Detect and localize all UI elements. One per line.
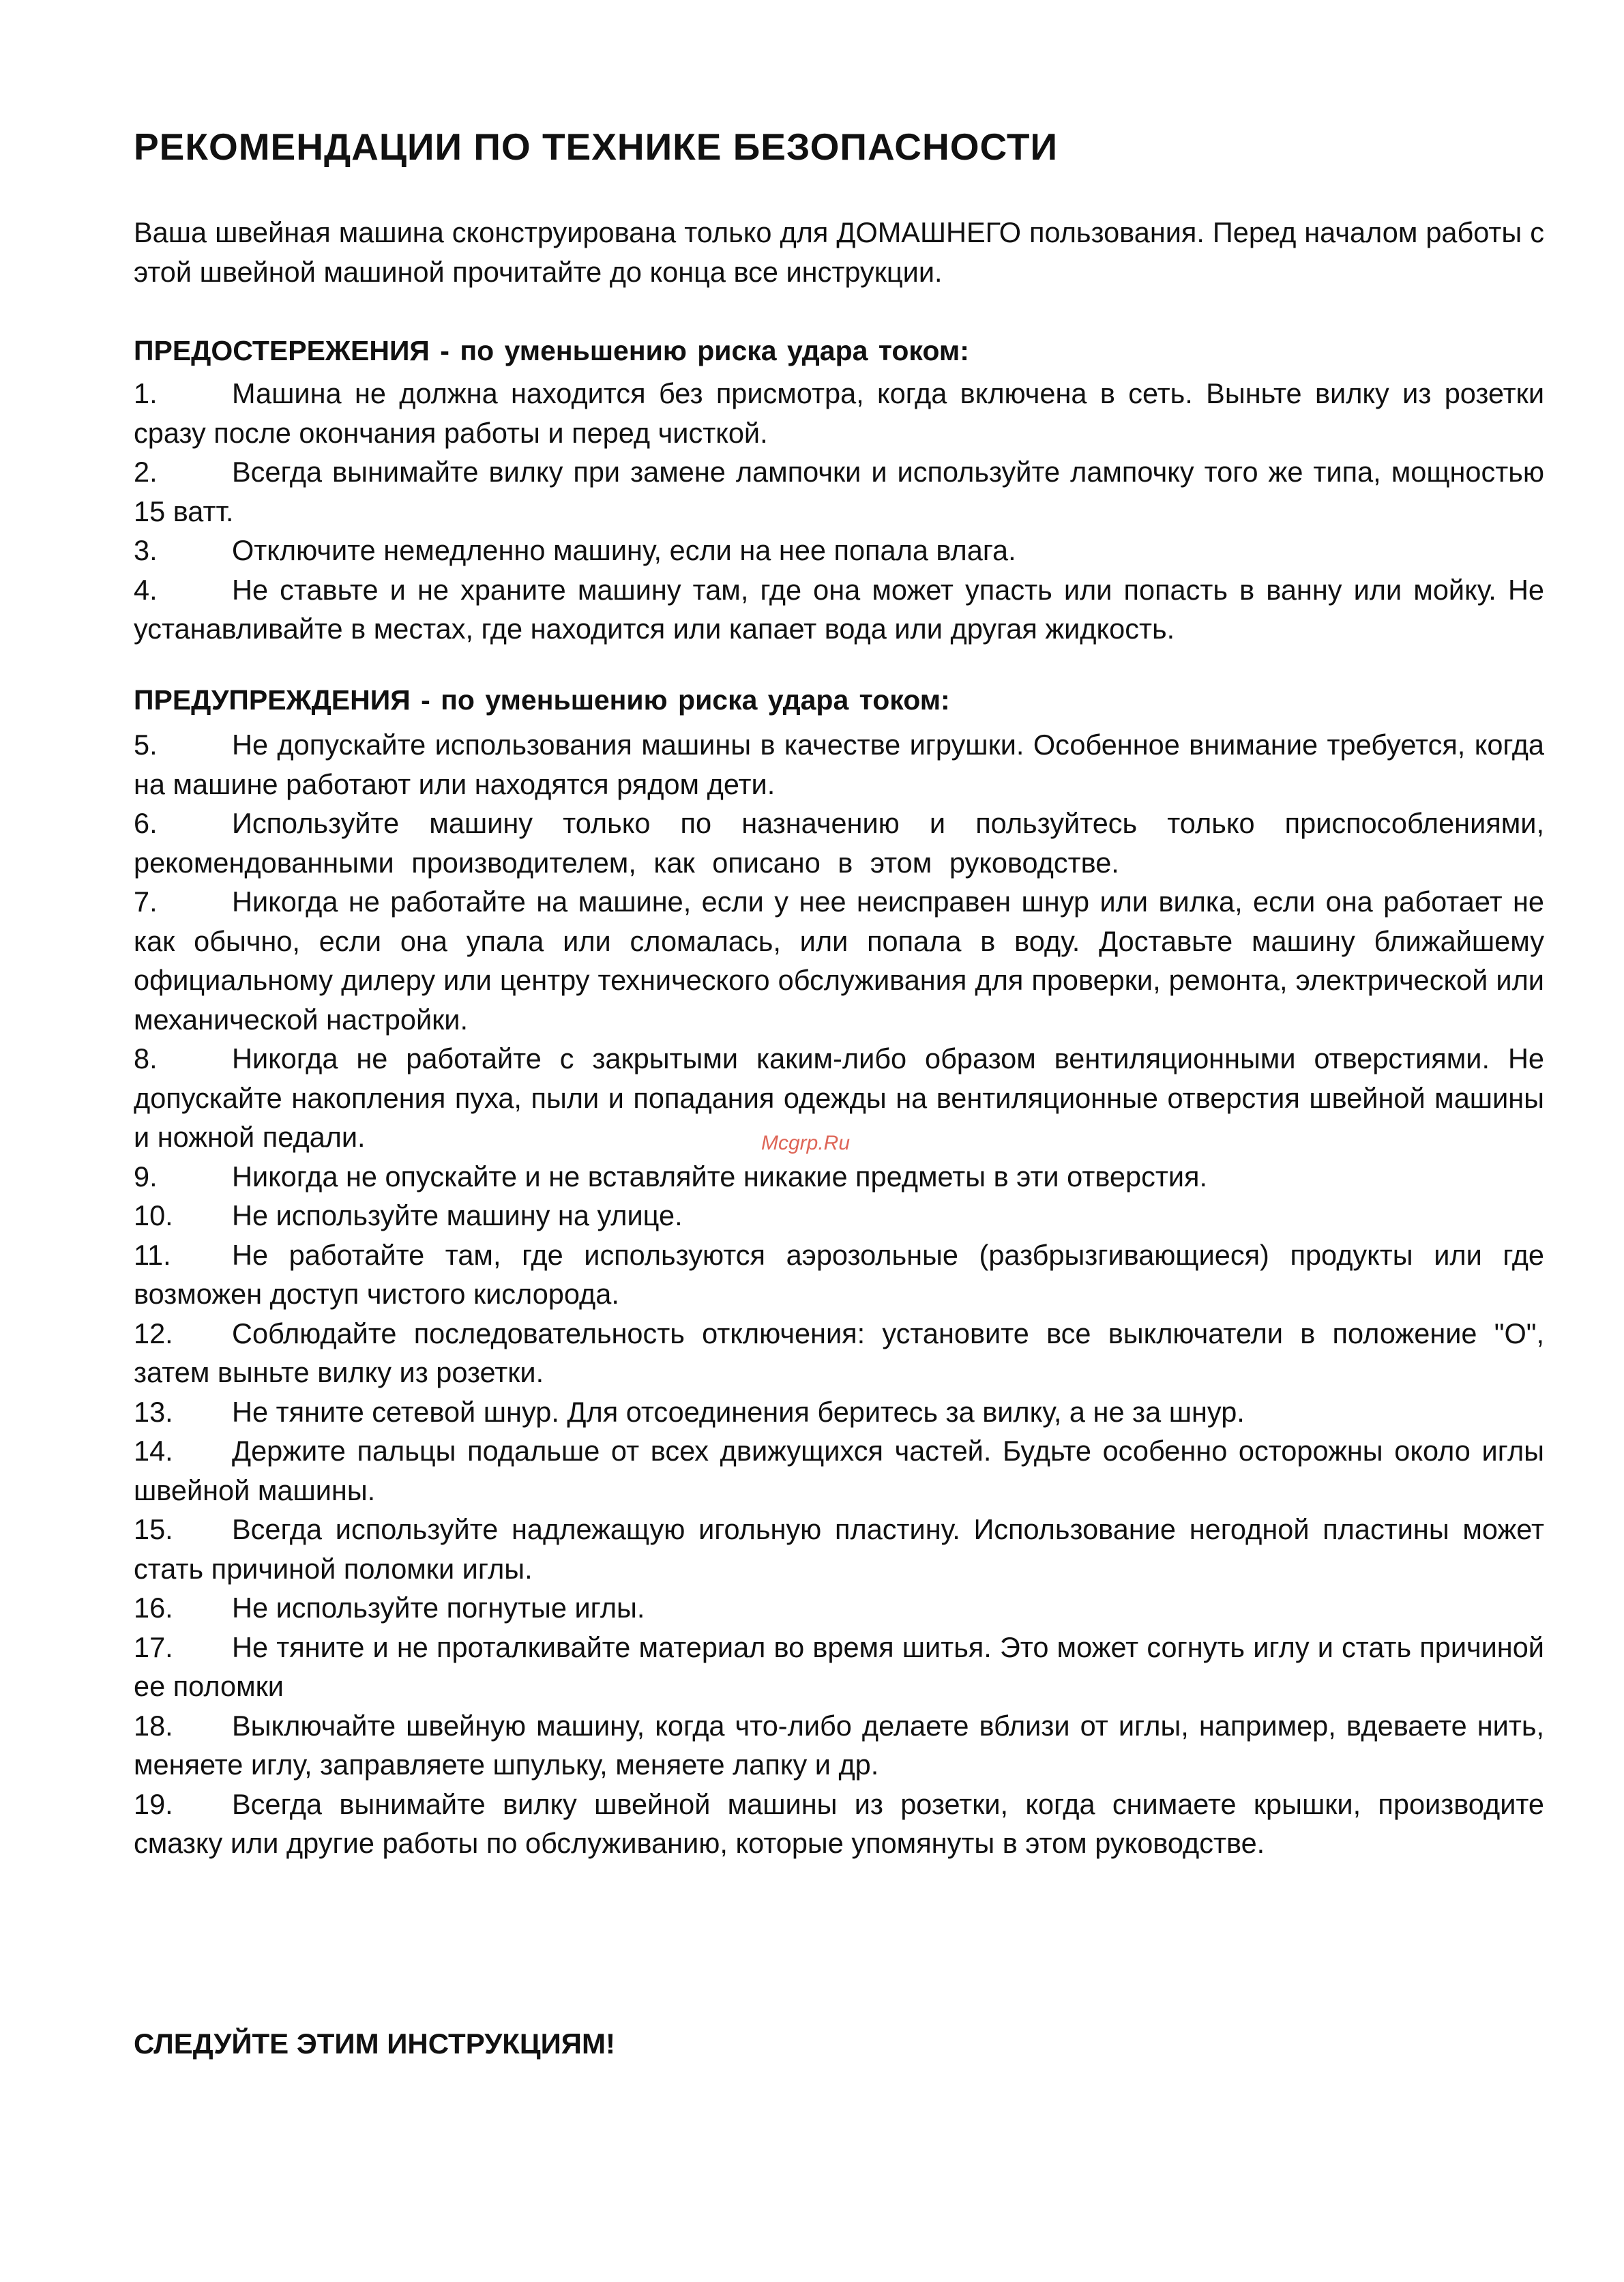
list-item <box>134 882 1544 1039</box>
list-item <box>134 1196 1544 1235</box>
item-number: 3. <box>134 534 158 566</box>
item-text: Машина не должна находится без присмотра, когда включена в сеть. Выньте вилку из розетки сразу после окончания работы и перед чисткой. <box>134 377 1544 449</box>
list-item <box>134 1706 1544 1785</box>
list-item <box>134 804 1544 882</box>
item-text: Всегда используйте надлежащую игольную пластину. Использование негодной пластины может стать причиной поломки иглы. <box>134 1513 1544 1585</box>
item-text: Не тяните и не проталкивайте материал во время шитья. Это может согнуть иглу и стать причиной ее поломки <box>134 1630 1544 1702</box>
watermark: Mcgrp.Ru <box>761 1132 851 1154</box>
list-item <box>134 570 1544 649</box>
item-text: Используйте машину только по назначению и пользуйтесь только приспособлениями, рекомендованными производителем, как описано в этом руководстве. <box>134 807 1544 879</box>
item-number: 4. <box>134 573 158 606</box>
list-item <box>134 725 1544 804</box>
item-text: Не тяните сетевой шнур. Для отсоединения беритесь за вилку, а не за шнур. <box>232 1395 1245 1428</box>
list-item <box>134 1628 1544 1706</box>
item-number: 13. <box>134 1395 173 1428</box>
intro-paragraph: Ваша швейная машина сконструирована только для ДОМАШНЕГО пользования. Перед началом работы с этой швейной машиной прочитайте до конца все инструкции. <box>134 216 1544 288</box>
item-number: 15. <box>134 1513 173 1545</box>
precautions-list <box>134 374 1544 649</box>
item-number: 19. <box>134 1787 173 1820</box>
item-text: Держите пальцы подальше от всех движущихся частей. Будьте особенно осторожны около иглы швейной машины. <box>134 1435 1544 1506</box>
page-title: РЕКОМЕНДАЦИИ ПО ТЕХНИКЕ БЕЗОПАСНОСТИ <box>134 126 1059 168</box>
list-item <box>134 1588 1544 1628</box>
item-number: 10. <box>134 1199 173 1231</box>
item-text: Никогда не опускайте и не вставляйте никакие предметы в эти отверстия. <box>232 1160 1208 1193</box>
list-item <box>134 1431 1544 1510</box>
item-text: Никогда не работайте с закрытыми каким-либо образом вентиляционными отверстиями. Не допускайте накопления пуха, пыли и попадания одежды на вентиляционные отверстия швейной машины и ножной педали. <box>134 1042 1544 1153</box>
list-item <box>134 1510 1544 1588</box>
item-text: Выключайте швейную машину, когда что-либо делаете вблизи от иглы, например, вдеваете нить, меняете иглу, заправляете шпульку, меняете лапку и др. <box>134 1709 1544 1781</box>
list-item <box>134 1314 1544 1392</box>
list-item <box>134 1785 1544 1863</box>
list-item <box>134 531 1544 570</box>
item-text: Не ставьте и не храните машину там, где она может упасть или попасть в ванну или мойку. Не устанавливайте в местах, где находится или капает вода или другая жидкость. <box>134 573 1544 645</box>
item-number: 14. <box>134 1435 173 1467</box>
warnings-list <box>134 725 1544 1863</box>
item-number: 9. <box>134 1160 158 1193</box>
footer-callout: СЛЕДУЙТЕ ЭТИМ ИНСТРУКЦИЯМ! <box>134 2028 615 2060</box>
list-item <box>134 1157 1544 1197</box>
item-text: Соблюдайте последовательность отключения: установите все выключатели в положение "О", затем выньте вилку из розетки. <box>134 1317 1544 1388</box>
item-number: 16. <box>134 1592 173 1624</box>
item-number: 17. <box>134 1630 173 1663</box>
item-text: Не используйте погнутые иглы. <box>232 1592 645 1624</box>
item-number: 2. <box>134 456 158 488</box>
item-number: 1. <box>134 377 158 409</box>
item-number: 7. <box>134 886 158 918</box>
warnings-heading: ПРЕДУПРЕЖДЕНИЯ - по уменьшению риска удара током: <box>134 684 950 716</box>
item-number: 12. <box>134 1317 173 1349</box>
item-text: Не допускайте использования машины в качестве игрушки. Особенное внимание требуется, когда на машине работают или находятся рядом дети. <box>134 729 1544 800</box>
item-text: Никогда не работайте на машине, если у нее неисправен шнур или вилка, если она работает не как обычно, если она упала или сломалась, или попала в воду. Доставьте машину ближайшему официальному дилеру или центру технического обслуживания для проверки, ремонта, электрической или механической настройки. <box>134 886 1544 1036</box>
item-number: 5. <box>134 729 158 761</box>
item-text: Не используйте машину на улице. <box>232 1199 683 1231</box>
list-item <box>134 374 1544 452</box>
item-text: Отключите немедленно машину, если на нее попала влага. <box>232 534 1016 566</box>
list-item <box>134 1235 1544 1314</box>
list-item <box>134 1392 1544 1432</box>
item-text: Всегда вынимайте вилку при замене лампочки и используйте лампочку того же типа, мощностью 15 ватт. <box>134 456 1544 527</box>
item-number: 18. <box>134 1709 173 1742</box>
item-text: Не работайте там, где используются аэрозольные (разбрызгивающиеся) продукты или где возможен доступ чистого кислорода. <box>134 1238 1544 1310</box>
item-number: 6. <box>134 807 158 839</box>
item-text: Всегда вынимайте вилку швейной машины из розетки, когда снимаете крышки, производите смазку или другие работы по обслуживанию, которые упомянуты в этом руководстве. <box>134 1787 1544 1859</box>
list-item <box>134 452 1544 531</box>
precautions-heading: ПРЕДОСТЕРЕЖЕНИЯ - по уменьшению риска удара током: <box>134 335 969 366</box>
item-number: 8. <box>134 1042 158 1074</box>
item-number: 11. <box>134 1238 171 1271</box>
